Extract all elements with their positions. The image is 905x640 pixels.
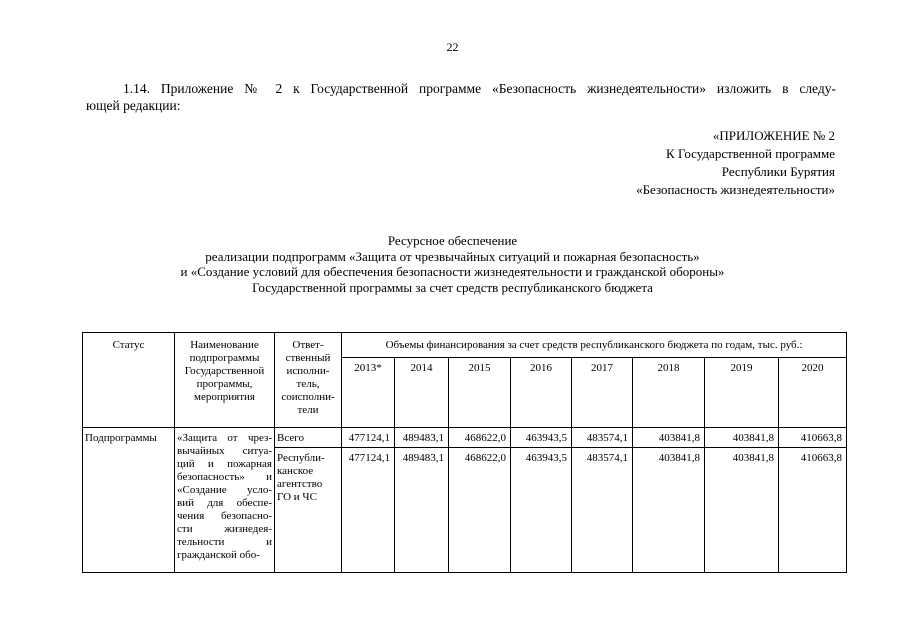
executor-cell xyxy=(275,448,342,573)
subprogram-name-line: чения безопасно- xyxy=(177,510,272,522)
paragraph-line-1: 1.14. Приложение № 2 к Государственной программе «Безопасность жизнедеятельности» изложить в следу- xyxy=(123,81,836,96)
subprogram-name-cell xyxy=(175,428,275,573)
value-cell: 468622,0 xyxy=(449,428,511,448)
executor-header-line: соисполни- xyxy=(281,391,335,403)
value-cell: 483574,1 xyxy=(572,448,633,573)
executor-header-line: тели xyxy=(297,404,319,416)
appendix-line-1: «ПРИЛОЖЕНИЕ № 2 xyxy=(712,128,835,143)
value-cell: 410663,8 xyxy=(779,448,847,573)
executor-line: канское xyxy=(277,465,314,477)
executor-header-line: ственный xyxy=(285,352,331,364)
year-header: 2019 xyxy=(705,358,779,428)
subprogram-name-line: тельности и xyxy=(177,536,272,548)
value-cell: 477124,1 xyxy=(342,448,395,573)
executor-line: ГО и ЧС xyxy=(277,491,317,503)
subprogram-name-line: безопасность» и xyxy=(177,471,272,483)
appendix-line-3: Республики Бурятия xyxy=(721,164,835,179)
name-header-line: мероприятия xyxy=(194,391,255,403)
status-header: Статус xyxy=(83,333,175,428)
title-line-2: реализации подпрограмм «Защита от чрезвычайных ситуаций и пожарная безопасность» xyxy=(205,248,700,264)
year-header: 2014 xyxy=(395,358,449,428)
value-cell: 403841,8 xyxy=(705,448,779,573)
name-header-line: программы, xyxy=(196,378,253,390)
value-cell: 489483,1 xyxy=(395,428,449,448)
executor-header-line: тель, xyxy=(296,378,320,390)
value-cell: 489483,1 xyxy=(395,448,449,573)
appendix-header xyxy=(636,127,835,199)
appendix-line-2: К Государственной программе xyxy=(666,146,835,161)
document-title xyxy=(0,233,905,295)
executor-cell: Всего xyxy=(275,428,342,448)
value-cell: 403841,8 xyxy=(705,428,779,448)
value-cell: 468622,0 xyxy=(449,448,511,573)
title-line-3: и «Создание условий для обеспечения безопасности жизнедеятельности и гражданской обороны» xyxy=(180,264,725,279)
subprogram-name-line: сти жизнедея- xyxy=(177,523,272,535)
name-header-line: подпрограммы xyxy=(189,352,260,364)
year-header: 2016 xyxy=(511,358,572,428)
value-cell: 483574,1 xyxy=(572,428,633,448)
funding-header: Объемы финансирования за счет средств республиканского бюджета по годам, тыс. руб.: xyxy=(342,333,847,358)
paragraph-line-2: ющей редакции: xyxy=(86,98,181,113)
page-number: 22 xyxy=(446,40,459,54)
name-header xyxy=(175,333,275,428)
subprogram-name-line: ций и пожарная xyxy=(177,458,272,470)
value-cell: 403841,8 xyxy=(633,448,705,573)
value-cell: 463943,5 xyxy=(511,428,572,448)
subprogram-name-line: «Защита от чрез- xyxy=(177,432,272,444)
executor-line: агентство xyxy=(277,478,323,490)
title-line-4: Государственной программы за счет средств республиканского бюджета xyxy=(252,279,653,295)
appendix-line-4: «Безопасность жизнедеятельности» xyxy=(636,182,835,197)
year-header: 2015 xyxy=(449,358,511,428)
name-header-line: Государственной xyxy=(184,365,265,377)
subprogram-name-line: вычайных ситуа- xyxy=(177,445,272,457)
subprogram-name-line: вий для обеспе- xyxy=(177,497,272,509)
title-line-1: Ресурсное обеспечение xyxy=(387,233,518,248)
executor-header xyxy=(275,333,342,428)
table-row xyxy=(83,428,847,448)
header-row-1 xyxy=(83,333,847,358)
year-header: 2018 xyxy=(633,358,705,428)
executor-line: Республи- xyxy=(277,452,325,464)
year-header: 2013* xyxy=(342,358,395,428)
year-header: 2017 xyxy=(572,358,633,428)
status-cell: Подпрограммы xyxy=(83,428,175,573)
value-cell: 463943,5 xyxy=(511,448,572,573)
subprogram-name-line: «Создание усло- xyxy=(177,484,272,496)
executor-header-line: исполни- xyxy=(286,365,330,377)
value-cell: 403841,8 xyxy=(633,428,705,448)
value-cell: 477124,1 xyxy=(342,428,395,448)
funding-table xyxy=(82,332,847,573)
executor-header-line: Ответ- xyxy=(292,339,324,351)
value-cell: 410663,8 xyxy=(779,428,847,448)
paragraph xyxy=(86,80,836,114)
name-header-line: Наименование xyxy=(190,339,259,351)
subprogram-name-line: гражданской обо- xyxy=(177,549,260,561)
year-header: 2020 xyxy=(779,358,847,428)
